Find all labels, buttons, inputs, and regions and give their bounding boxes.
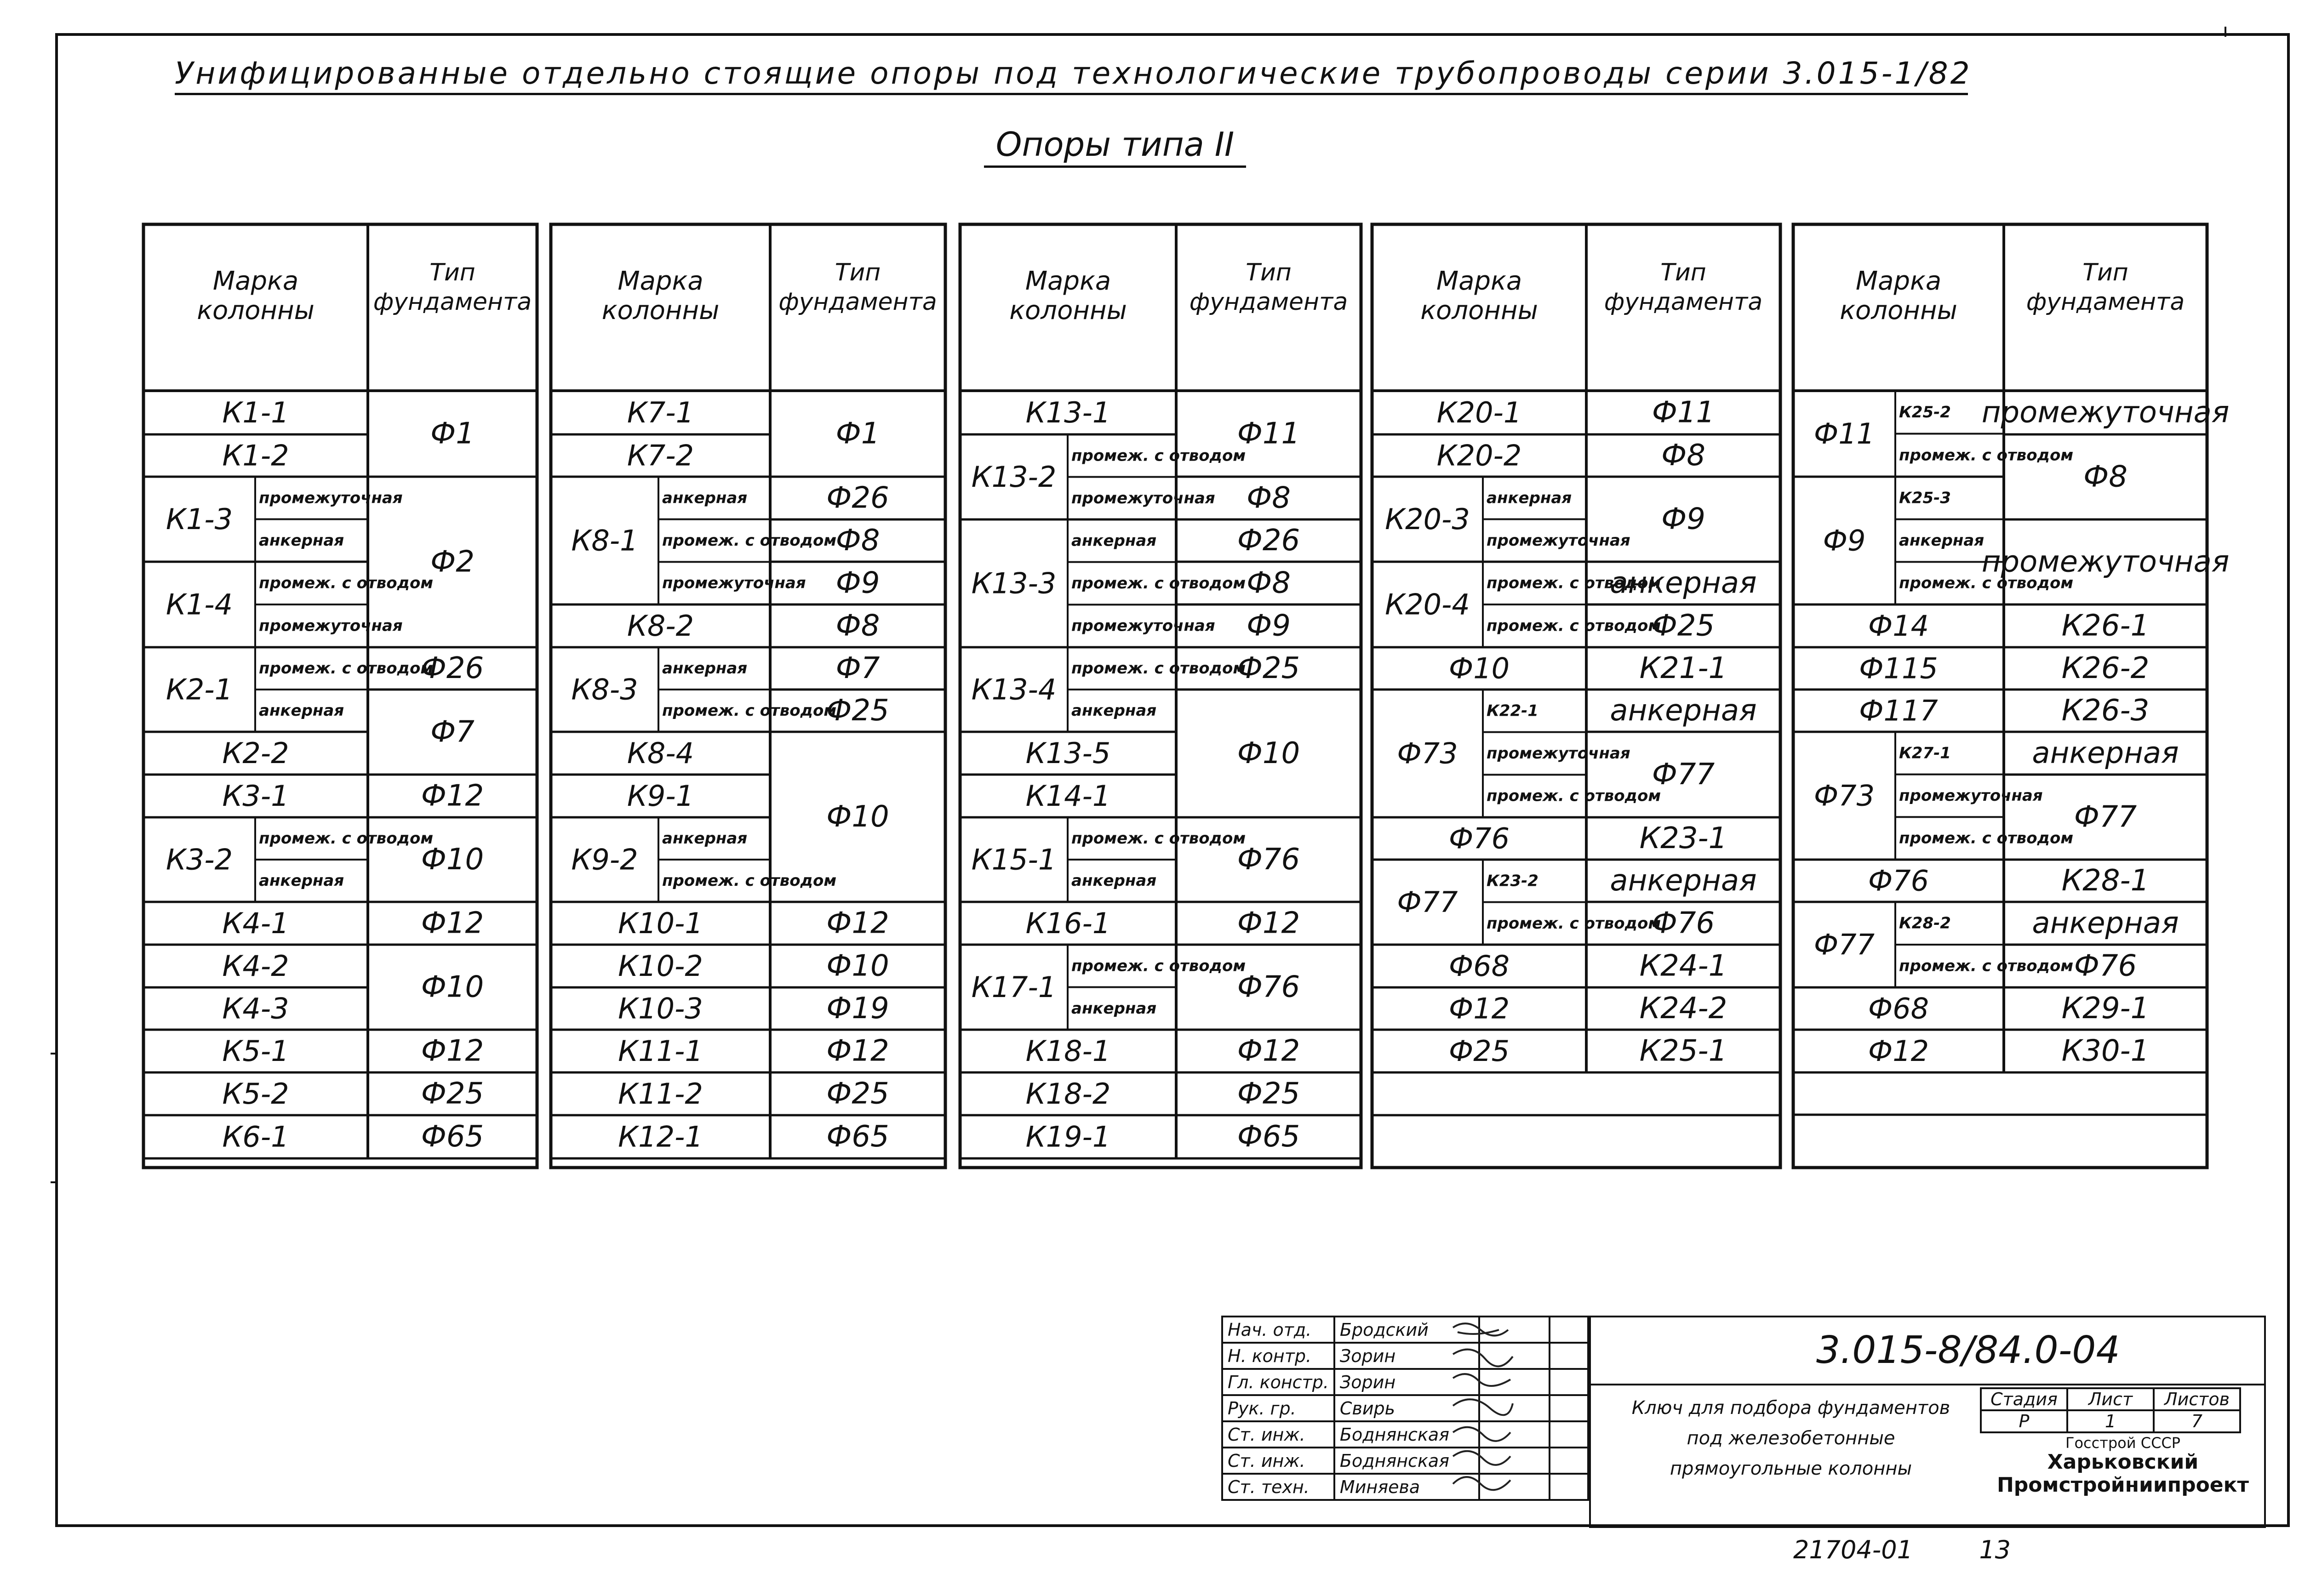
support-kind: анкерная: [1071, 531, 1157, 550]
support-kind: анкерная: [259, 872, 344, 890]
foundation-type: Ф26: [826, 481, 889, 515]
column-mark: К13-3: [971, 566, 1057, 600]
support-kind: промеж. с отводом: [1487, 914, 1661, 933]
support-kind: К22-1: [1487, 701, 1538, 720]
stamp-name: Бродский: [1334, 1317, 1479, 1343]
stamp-row: [1222, 1343, 1588, 1369]
foundation-type: Ф25: [1237, 651, 1300, 685]
foundation-type: Ф8: [835, 609, 880, 643]
foundation-type: Ф26: [421, 651, 484, 685]
support-kind: промеж. с отводом: [1071, 446, 1246, 465]
stamp-position: Рук. гр.: [1222, 1395, 1334, 1421]
foundation-type: К26-3: [2061, 694, 2150, 728]
column-mark: Ф14: [1868, 609, 1929, 643]
foundation-type: Ф12: [826, 906, 889, 940]
support-kind: промеж. с отводом: [1071, 574, 1246, 593]
foundation-type: Ф19: [826, 992, 889, 1026]
column-mark: К1-4: [166, 587, 233, 621]
foundation-type: анкерная: [2032, 736, 2179, 770]
column-mark: К20-3: [1385, 502, 1470, 536]
support-kind: К27-1: [1899, 744, 1951, 763]
column-mark: Ф12: [1868, 1034, 1929, 1068]
column-mark: К3-2: [166, 843, 233, 877]
column-header-type: Тип фундамента: [2026, 259, 2185, 316]
foundation-type: Ф9: [1247, 609, 1291, 643]
foundation-type: Ф8: [2083, 460, 2127, 494]
column-mark: Ф77: [1813, 928, 1875, 962]
column-mark: Ф25: [1448, 1034, 1510, 1068]
column-mark: К18-1: [1025, 1034, 1111, 1068]
stamp-empty-cell: [1550, 1448, 1588, 1474]
stamp-position: Ст. техн.: [1222, 1474, 1334, 1500]
foundation-type: Ф1: [430, 416, 475, 451]
column-mark: К3-1: [222, 779, 289, 813]
stage-header: Стадия: [1981, 1388, 2067, 1410]
stamp-empty-cell: [1550, 1317, 1588, 1343]
column-mark: К14-1: [1025, 779, 1111, 813]
support-kind: К28-2: [1899, 914, 1951, 933]
support-kind: промеж. с отводом: [1071, 659, 1246, 678]
support-kind: промежуточная: [259, 489, 403, 507]
stamp-position: Ст. инж.: [1222, 1421, 1334, 1448]
column-mark: К11-2: [618, 1077, 703, 1111]
foundation-type: Ф76: [1652, 906, 1715, 940]
column-mark: Ф73: [1397, 736, 1458, 770]
organization-name: Промстройниипроект: [1996, 1473, 2249, 1497]
stamp-position: Нач. отд.: [1222, 1317, 1334, 1343]
foundation-type: К23-1: [1639, 821, 1727, 855]
document-title-line: под железобетонные: [1687, 1428, 1895, 1449]
column-mark: К16-1: [1025, 906, 1111, 940]
stamp-name: Боднянская: [1334, 1448, 1479, 1474]
foundation-type: К26-1: [2061, 609, 2150, 643]
foundation-type: К21-1: [1639, 651, 1727, 685]
support-kind: промеж. с отводом: [662, 872, 837, 890]
document-title: [1596, 1393, 1986, 1484]
column-mark: Ф9: [1823, 524, 1866, 558]
support-kind: анкерная: [662, 659, 748, 678]
column-mark: К10-3: [618, 992, 703, 1026]
column-mark: К19-1: [1025, 1120, 1111, 1154]
support-kind: промеж. с отводом: [259, 574, 434, 593]
column-header-type: Тип фундамента: [373, 259, 532, 316]
foundation-type: анкерная: [1610, 694, 1757, 728]
foundation-type: Ф11: [1652, 395, 1715, 430]
stamp-empty-cell: [1550, 1421, 1588, 1448]
column-mark: К9-2: [571, 843, 638, 877]
foundation-type: Ф77: [1652, 758, 1715, 792]
stamp-empty-cell: [1550, 1369, 1588, 1395]
foundation-type: Ф25: [421, 1077, 484, 1111]
stamp-name: Зорин: [1334, 1343, 1479, 1369]
column-mark: Ф76: [1448, 821, 1510, 855]
support-kind: анкерная: [259, 701, 344, 720]
document-code: 3.015-8/84.0-04: [1816, 1328, 2120, 1372]
foundation-type: Ф25: [826, 1077, 889, 1111]
sheets-value: 7: [2154, 1410, 2240, 1432]
support-kind: анкерная: [662, 489, 748, 507]
stamp-row: [1222, 1317, 1588, 1343]
foundation-type: Ф77: [2074, 800, 2137, 834]
foundation-type: Ф8: [835, 524, 880, 558]
stamp-position: Гл. констр.: [1222, 1369, 1334, 1395]
support-kind: промеж. с отводом: [1487, 574, 1661, 593]
inventory-number: 21704-01: [1793, 1535, 1913, 1564]
support-kind: промеж. с отводом: [1899, 574, 2074, 593]
stamp-empty-cell: [1550, 1343, 1588, 1369]
column-mark: Ф115: [1859, 651, 1938, 685]
column-mark: К20-2: [1436, 439, 1522, 473]
column-mark: К1-1: [222, 396, 289, 429]
column-header-type: Тип фундамента: [778, 259, 937, 316]
foundation-type: Ф25: [1652, 609, 1715, 643]
column-mark: К12-1: [618, 1120, 703, 1154]
foundation-type: промежуточная: [1981, 395, 2230, 430]
foundation-type: Ф76: [1237, 970, 1300, 1004]
column-mark: Ф117: [1859, 694, 1938, 728]
foundation-type: Ф8: [1247, 566, 1291, 600]
column-mark: К10-2: [618, 949, 703, 983]
column-mark: К7-1: [627, 396, 694, 429]
foundation-type: промежуточная: [1981, 545, 2230, 579]
foundation-type: анкерная: [1610, 864, 1757, 898]
support-kind: промеж. с отводом: [1899, 829, 2074, 848]
foundation-type: Ф10: [421, 970, 484, 1004]
column-mark: К8-3: [571, 673, 638, 707]
support-kind: промеж. с отводом: [1487, 787, 1661, 805]
column-mark: К9-1: [627, 779, 694, 813]
stamp-empty-cell: [1550, 1474, 1588, 1500]
column-mark: Ф73: [1813, 779, 1875, 813]
column-header-mark: Марка колонны: [1009, 266, 1127, 325]
column-mark: К4-2: [222, 949, 289, 983]
foundation-type: анкерная: [1610, 566, 1757, 600]
foundation-type: Ф10: [421, 843, 484, 877]
column-header-mark: Марка колонны: [1840, 266, 1957, 325]
stamp-empty-cell: [1550, 1395, 1588, 1421]
column-mark: К15-1: [971, 843, 1057, 877]
column-mark: К10-1: [618, 906, 703, 940]
support-kind: анкерная: [259, 531, 344, 550]
document-title-line: Ключ для подбора фундаментов: [1631, 1397, 1950, 1419]
foundation-type: Ф12: [826, 1034, 889, 1068]
foundation-type: Ф1: [835, 416, 880, 451]
foundation-type: Ф10: [826, 949, 889, 983]
support-kind: промеж. с отводом: [662, 701, 837, 720]
column-mark: К7-2: [627, 439, 694, 473]
column-header-mark: Марка колонны: [1420, 266, 1538, 325]
foundation-type: Ф12: [1237, 1034, 1300, 1068]
organization-ministry: Госстрой СССР: [2065, 1434, 2181, 1452]
stamp-signatures-table: [1221, 1316, 1589, 1501]
foundation-type: Ф9: [1661, 502, 1705, 536]
support-kind: промеж. с отводом: [1071, 829, 1246, 848]
support-kind: промеж. с отводом: [1899, 957, 2074, 975]
column-mark: К4-3: [222, 992, 289, 1026]
support-kind: анкерная: [1071, 872, 1157, 890]
column-mark: Ф76: [1868, 864, 1929, 898]
foundation-type: Ф65: [1237, 1120, 1300, 1154]
column-mark: К20-4: [1385, 587, 1470, 621]
column-mark: К6-1: [222, 1120, 289, 1154]
column-header-mark: Марка колонны: [197, 266, 315, 325]
support-kind: промежуточная: [1899, 787, 2043, 805]
column-mark: К5-2: [222, 1077, 289, 1111]
support-kind: промежуточная: [1487, 744, 1630, 763]
column-mark: Ф11: [1813, 417, 1875, 450]
column-mark: К13-2: [971, 460, 1057, 494]
foundation-type: Ф76: [1237, 843, 1300, 877]
column-header-type: Тип фундамента: [1604, 259, 1763, 316]
foundation-type: Ф7: [430, 715, 475, 749]
column-mark: Ф12: [1448, 992, 1510, 1026]
support-kind: промеж. с отводом: [662, 531, 837, 550]
organization: [1980, 1435, 2266, 1497]
support-kind: К25-3: [1899, 489, 1951, 507]
stamp-name: Зорин: [1334, 1369, 1479, 1395]
column-mark: К2-2: [222, 736, 289, 770]
foundation-type: К28-1: [2061, 864, 2150, 898]
foundation-type: К24-2: [1639, 992, 1727, 1026]
stamp-position: Ст. инж.: [1222, 1448, 1334, 1474]
support-kind: анкерная: [1899, 531, 1984, 550]
support-kind: К23-2: [1487, 872, 1538, 890]
foundation-type: К24-1: [1639, 949, 1727, 983]
foundation-type: Ф12: [421, 1034, 484, 1068]
stamp-row: [1222, 1474, 1588, 1500]
support-kind: промеж. с отводом: [259, 829, 434, 848]
stamp-name: Миняева: [1334, 1474, 1479, 1500]
foundation-type: Ф26: [1237, 524, 1300, 558]
foundation-type: Ф12: [1237, 906, 1300, 940]
stage-value: Р: [1981, 1410, 2067, 1432]
foundation-type: Ф12: [421, 906, 484, 940]
column-mark: К8-2: [627, 609, 694, 643]
column-mark: Ф10: [1448, 651, 1510, 685]
foundation-type: Ф12: [421, 779, 484, 813]
stamp-row: [1222, 1395, 1588, 1421]
column-mark: К8-4: [627, 736, 694, 770]
page-subtitle: Опоры типа II: [984, 123, 1246, 168]
column-mark: Ф77: [1397, 885, 1458, 919]
support-kind: промеж. с отводом: [1899, 446, 2074, 465]
foundation-type: К30-1: [2061, 1034, 2150, 1068]
column-header-mark: Марка колонны: [601, 266, 720, 325]
stage-table: [1980, 1387, 2241, 1433]
support-kind: анкерная: [1071, 999, 1157, 1018]
foundation-type: Ф65: [421, 1120, 484, 1154]
foundation-type: К25-1: [1639, 1034, 1727, 1068]
foundation-type: Ф25: [1237, 1077, 1300, 1111]
column-header-type: Тип фундамента: [1189, 259, 1348, 316]
foundation-type: Ф25: [826, 694, 889, 728]
column-mark: К8-1: [571, 524, 638, 558]
column-mark: К1-3: [166, 502, 233, 536]
title-block-divider: [1589, 1384, 2266, 1385]
foundation-type: Ф10: [826, 800, 889, 834]
foundation-type: Ф9: [835, 566, 880, 600]
column-mark: К13-5: [1025, 736, 1111, 770]
column-mark: Ф68: [1868, 992, 1929, 1026]
column-mark: К5-1: [222, 1034, 289, 1068]
foundation-type: Ф8: [1247, 481, 1291, 515]
column-mark: К1-2: [222, 439, 289, 473]
support-kind: анкерная: [1071, 701, 1157, 720]
foundation-type: Ф76: [2074, 949, 2137, 983]
column-mark: К2-1: [166, 673, 233, 707]
column-mark: К13-1: [1025, 396, 1111, 429]
foundation-type: Ф11: [1237, 416, 1300, 451]
support-kind: промежуточная: [1071, 489, 1215, 507]
stamp-name: Свирь: [1334, 1395, 1479, 1421]
support-kind: анкерная: [662, 829, 748, 848]
column-mark: К11-1: [618, 1034, 703, 1068]
foundation-type: К29-1: [2061, 992, 2150, 1026]
column-mark: К17-1: [971, 970, 1057, 1004]
sheet-value: 1: [2067, 1410, 2154, 1432]
stamp-name: Боднянская: [1334, 1421, 1479, 1448]
foundation-type: анкерная: [2032, 906, 2179, 940]
column-mark: К20-1: [1436, 396, 1522, 429]
stamp-position: Н. контр.: [1222, 1343, 1334, 1369]
foundation-type: Ф2: [430, 545, 475, 579]
column-mark: К18-2: [1025, 1077, 1111, 1111]
support-kind: промеж. с отводом: [1071, 957, 1246, 975]
foundation-type: К26-2: [2061, 651, 2150, 685]
signature-scribbles: [1448, 1318, 1522, 1511]
organization-name: Харьковский: [2047, 1450, 2199, 1474]
stamp-row: [1222, 1448, 1588, 1474]
support-kind: промеж. с отводом: [1487, 616, 1661, 635]
foundation-type: Ф8: [1661, 439, 1705, 473]
footer: [1793, 1535, 2011, 1564]
page-number: 13: [1979, 1535, 2011, 1564]
support-kind: промежуточная: [1487, 531, 1630, 550]
support-kind: промежуточная: [662, 574, 806, 593]
support-kind: анкерная: [1487, 489, 1572, 507]
support-kind: промежуточная: [1071, 616, 1215, 635]
support-kind: промеж. с отводом: [259, 659, 434, 678]
sheet-header: Лист: [2067, 1388, 2154, 1410]
stamp-row: [1222, 1421, 1588, 1448]
column-mark: К4-1: [222, 906, 289, 940]
foundation-type: Ф7: [835, 651, 880, 685]
page-title: Унифицированные отдельно стоящие опоры под технологические трубопроводы серии 3.015-1/82: [175, 54, 1968, 95]
support-kind: промежуточная: [259, 616, 403, 635]
document-title-line: прямоугольные колонны: [1670, 1458, 1912, 1479]
foundation-type: Ф65: [826, 1120, 889, 1154]
stamp-row: [1222, 1369, 1588, 1395]
support-kind: К25-2: [1899, 403, 1951, 422]
column-mark: К13-4: [971, 673, 1057, 707]
foundation-type: Ф10: [1237, 736, 1300, 770]
sheets-header: Листов: [2154, 1388, 2240, 1410]
column-mark: Ф68: [1448, 949, 1510, 983]
